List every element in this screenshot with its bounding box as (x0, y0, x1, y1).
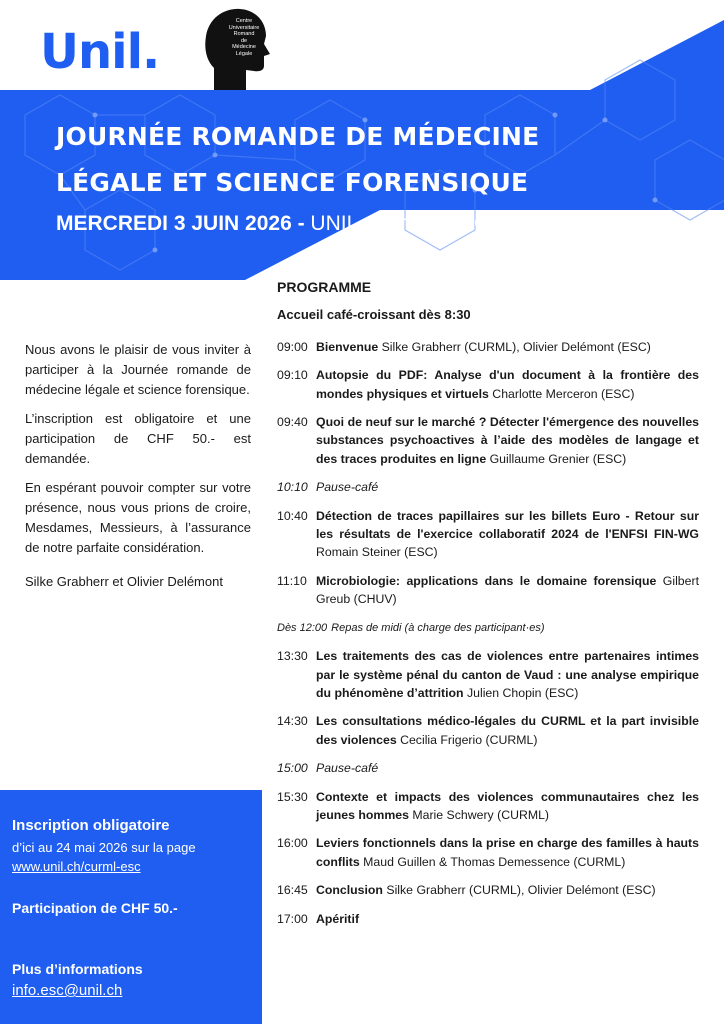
item-title: Microbiologie: applications dans le domaine forensique (316, 573, 657, 588)
invitation-text (25, 340, 251, 601)
programme-item (277, 910, 699, 928)
item-speakers: Cecilia Frigerio (CURML) (396, 732, 538, 747)
programme (277, 278, 699, 938)
page-title-line-1: JOURNÉE ROMANDE DE MÉDECINE (56, 122, 540, 151)
registration-title: Inscription obligatoire (12, 817, 170, 834)
item-desc (316, 647, 699, 702)
intro-paragraph-3: En espérant pouvoir compter sur votre présence, nous vous prions de croire, Mesdames, Messieurs, à l’assurance de notre parfaite considération. (25, 480, 251, 555)
item-speakers: Romain Steiner (ESC) (316, 545, 438, 560)
item-desc (316, 788, 699, 825)
item-title: Apéritif (316, 911, 360, 926)
item-desc (316, 366, 699, 403)
item-time: 09:40 (277, 415, 308, 430)
item-desc (316, 572, 699, 609)
item-time: 09:00 (277, 339, 308, 354)
item-speakers: Gilbert Greub (CHUV) (316, 573, 699, 607)
programme-item (277, 647, 699, 702)
more-info-label: Plus d’informations (12, 961, 143, 977)
item-time: 10:40 (277, 508, 308, 523)
item-time: Dès 12:00 (277, 621, 328, 634)
item-speakers: Silke Grabherr (CURML), Olivier Delémont (ESC) (382, 883, 656, 898)
contact-email-link[interactable]: info.esc@unil.ch (12, 982, 123, 999)
intro-paragraph-1: Nous avons le plaisir de vous inviter à participer à la Journée romande de médecine légale et science forensique. (25, 342, 251, 397)
programme-break (277, 759, 699, 777)
item-speakers: Maud Guillen & Thomas Demessence (CURML) (359, 854, 626, 869)
item-speakers: Marie Schwery (CURML) (408, 807, 550, 822)
item-desc (316, 413, 699, 468)
programme-item (277, 881, 699, 899)
item-time: 09:10 (277, 368, 308, 383)
programme-item (277, 366, 699, 403)
programme-item (277, 338, 699, 356)
item-time: 16:45 (277, 883, 308, 898)
programme-lunch (277, 619, 699, 637)
programme-item (277, 834, 699, 871)
item-time: 14:30 (277, 714, 308, 729)
item-speakers: Charlotte Merceron (ESC) (488, 386, 635, 401)
item-title: Quoi de neuf sur le marché ? Détecter l'émergence des nouvelles substances psychoactives à l’aide des modèles de langage et des traces produites en ligne (316, 415, 699, 466)
item-time: 15:00 (277, 761, 308, 776)
curml-logo (200, 6, 272, 90)
break-label: Pause-café (316, 761, 379, 776)
item-title: Contexte et impacts des violences communautaires chez les jeunes hommes (316, 789, 699, 822)
event-venue: UNIL, Génopode C (304, 212, 490, 235)
participation-fee: Participation de CHF 50.- (12, 900, 178, 916)
intro-paragraph-2: L’inscription est obligatoire et une participation de CHF 50.- est demandée. (25, 411, 251, 466)
programme-item (277, 572, 699, 609)
item-desc (316, 507, 699, 562)
item-desc (316, 910, 699, 928)
programme-break (277, 478, 699, 496)
item-time: 11:10 (277, 573, 307, 588)
item-speakers: Julien Chopin (ESC) (463, 685, 579, 700)
registration-box (0, 790, 262, 1024)
event-date: MERCREDI 3 JUIN 2026 - (56, 212, 305, 235)
item-title: Leviers fonctionnels dans la prise en charge des familles à hauts conflits (316, 836, 699, 869)
item-desc (316, 881, 699, 899)
programme-item (277, 507, 699, 562)
item-time: 10:10 (277, 480, 308, 495)
welcome-coffee: Accueil café-croissant dès 8:30 (277, 307, 471, 323)
item-desc (316, 338, 699, 356)
item-desc (316, 834, 699, 871)
item-speakers: Silke Grabherr (CURML), Olivier Delémont (ESC) (378, 339, 651, 354)
curml-logo-text: Centre Universitaire Romand de Médecine Légale (228, 18, 260, 57)
registration-deadline: d’ici au 24 mai 2026 sur la page (12, 840, 196, 855)
page-title-line-2: LÉGALE ET SCIENCE FORENSIQUE (56, 168, 529, 197)
item-title: Conclusion (316, 883, 383, 898)
programme-item (277, 712, 699, 749)
unil-logo[interactable]: Unil. (40, 24, 160, 80)
programme-item (277, 788, 699, 825)
signature: Silke Grabherr et Olivier Delémont (25, 574, 223, 589)
registration-link[interactable]: www.unil.ch/curml-esc (12, 859, 141, 874)
programme-item (277, 413, 699, 468)
break-label: Pause-café (316, 480, 379, 495)
item-title: Détection de traces papillaires sur les billets Euro - Retour sur les résultats de l'exercice collaboratif 2024 de l'ENFSI FIN-WG (316, 508, 699, 542)
lunch-label: Repas de midi (à charge des participant·es) (331, 621, 545, 634)
item-time: 17:00 (277, 911, 308, 926)
item-title: Les consultations médico-légales du CURML et la part invisible des violences (316, 714, 699, 747)
item-title: Bienvenue (316, 339, 379, 354)
event-date-venue (56, 212, 489, 236)
item-time: 13:30 (277, 649, 308, 664)
item-speakers: Guillaume Grenier (ESC) (486, 451, 627, 466)
item-desc (316, 712, 699, 749)
item-time: 16:00 (277, 836, 308, 851)
item-time: 15:30 (277, 789, 308, 804)
programme-title: PROGRAMME (277, 279, 372, 295)
item-title: Les traitements des cas de violences entre partenaires intimes par le système pénal du canton de Vaud : une analyse empirique du phénomène d’attrition (316, 649, 699, 700)
item-title: Autopsie du PDF: Analyse d'un document à la frontière des mondes physiques et virtuels (316, 368, 699, 401)
